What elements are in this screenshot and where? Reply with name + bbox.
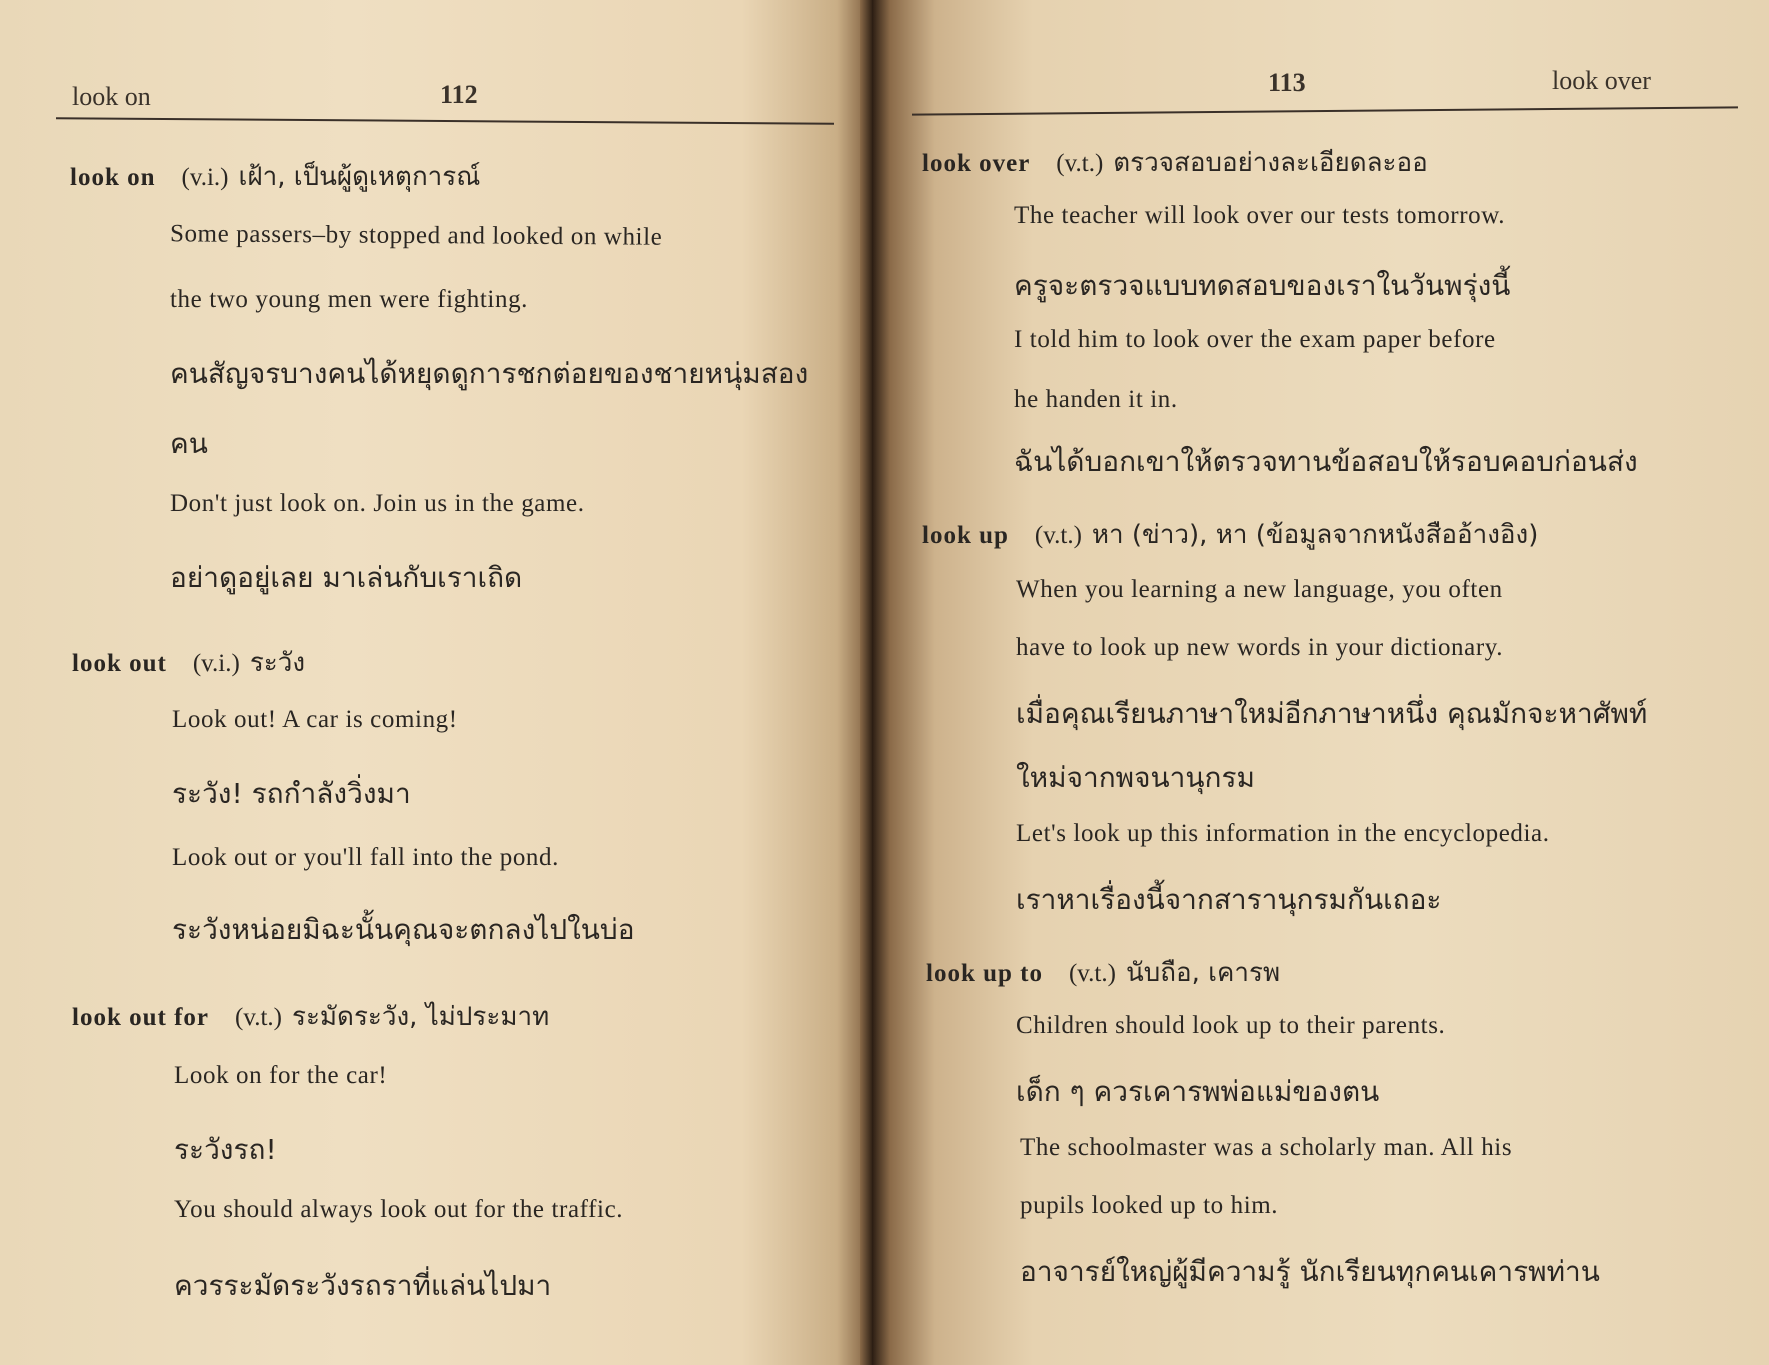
thai-translation: ควรระมัดระวังรถราที่แล่นไปมา bbox=[174, 1269, 552, 1302]
thai-translation: ครูจะตรวจแบบทดสอบของเราในวันพรุ่งนี้ bbox=[1014, 269, 1511, 302]
entry-look-over bbox=[922, 142, 1428, 183]
thai-definition: ระมัดระวัง, ไม่ประมาท bbox=[291, 1002, 550, 1032]
thai-translation: เมื่อคุณเรียนภาษาใหม่อีกภาษาหนึ่ง คุณมักจะหาศัพท์ bbox=[1016, 697, 1648, 730]
thai-translation: คนสัญจรบางคนได้หยุดดูการชกต่อยของชายหนุ่มสอง bbox=[170, 357, 809, 390]
thai-translation: ระวังหน่อยมิฉะนั้นคุณจะตกลงไปในบ่อ bbox=[172, 913, 635, 946]
entry-look-up bbox=[922, 514, 1538, 555]
thai-translation: เด็ก ๆ ควรเคารพพ่อแม่ของตน bbox=[1016, 1075, 1380, 1108]
example-text: When you learning a new language, you often bbox=[1016, 576, 1503, 603]
example-text: You should always look out for the traffic. bbox=[174, 1196, 624, 1223]
thai-definition: ระวัง bbox=[249, 648, 306, 678]
thai-definition: ตรวจสอบอย่างละเอียดละออ bbox=[1113, 148, 1428, 178]
example-text: The teacher will look over our tests tomorrow. bbox=[1014, 202, 1506, 229]
left-running-head: look on bbox=[72, 82, 151, 111]
thai-translation: อาจารย์ใหญ่ผู้มีความรู้ นักเรียนทุกคนเคารพท่าน bbox=[1020, 1255, 1600, 1288]
headword: look out bbox=[72, 650, 167, 677]
thai-translation: ฉันได้บอกเขาให้ตรวจทานข้อสอบให้รอบคอบก่อนส่ง bbox=[1014, 445, 1638, 478]
part-of-speech: (v.t.) bbox=[235, 1004, 282, 1031]
left-page bbox=[0, 0, 872, 1365]
example-text: Let's look up this information in the encyclopedia. bbox=[1016, 820, 1550, 847]
example-text: pupils looked up to him. bbox=[1020, 1192, 1279, 1219]
thai-translation: ระวัง! รถกำลังวิ่งมา bbox=[172, 777, 411, 810]
thai-translation: ระวังรถ! bbox=[174, 1133, 277, 1166]
right-page-number: 113 bbox=[1268, 68, 1306, 97]
example-text: the two young men were fighting. bbox=[170, 286, 529, 313]
thai-definition: เฝ้า, เป็นผู้ดูเหตุการณ์ bbox=[238, 162, 481, 192]
entry-look-on bbox=[70, 156, 480, 197]
example-text: Some passers–by stopped and looked on while bbox=[169, 220, 663, 251]
example-text: I told him to look over the exam paper before bbox=[1014, 326, 1496, 353]
example-text: have to look up new words in your dictionary. bbox=[1016, 634, 1504, 661]
part-of-speech: (v.i.) bbox=[181, 164, 229, 191]
right-header-rule bbox=[912, 106, 1738, 115]
right-running-head: look over bbox=[1552, 66, 1651, 95]
headword: look out for bbox=[72, 1004, 209, 1031]
entry-look-out bbox=[72, 642, 305, 683]
part-of-speech: (v.t.) bbox=[1034, 522, 1082, 549]
thai-definition: หา (ข่าว), หา (ข้อมูลจากหนังสืออ้างอิง) bbox=[1091, 520, 1539, 550]
headword: look over bbox=[922, 150, 1031, 177]
left-page-number: 112 bbox=[440, 80, 478, 109]
example-text: Children should look up to their parents. bbox=[1016, 1012, 1446, 1039]
example-text: Don't just look on. Join us in the game. bbox=[170, 490, 585, 517]
thai-translation: คน bbox=[170, 427, 208, 460]
part-of-speech: (v.t.) bbox=[1056, 150, 1104, 177]
part-of-speech: (v.i.) bbox=[192, 650, 240, 677]
thai-translation: เราหาเรื่องนี้จากสารานุกรมกันเถอะ bbox=[1016, 883, 1442, 916]
example-text: Look on for the car! bbox=[174, 1062, 388, 1089]
example-text: The schoolmaster was a scholarly man. All his bbox=[1020, 1134, 1513, 1161]
example-text: he handen it in. bbox=[1014, 386, 1178, 413]
headword: look up bbox=[922, 522, 1009, 549]
example-text: Look out! A car is coming! bbox=[172, 706, 458, 733]
right-page bbox=[872, 0, 1769, 1365]
example-text: Look out or you'll fall into the pond. bbox=[172, 844, 559, 871]
headword: look on bbox=[70, 164, 156, 191]
entry-look-up-to bbox=[926, 952, 1280, 993]
part-of-speech: (v.t.) bbox=[1068, 960, 1116, 987]
thai-definition: นับถือ, เคารพ bbox=[1125, 958, 1281, 988]
entry-look-out-for bbox=[72, 996, 549, 1037]
left-header-rule bbox=[56, 117, 834, 124]
thai-translation: อย่าดูอยู่เลย มาเล่นกับเราเถิด bbox=[170, 561, 523, 594]
headword: look up to bbox=[926, 960, 1043, 987]
thai-translation: ใหม่จากพจนานุกรม bbox=[1016, 761, 1255, 794]
